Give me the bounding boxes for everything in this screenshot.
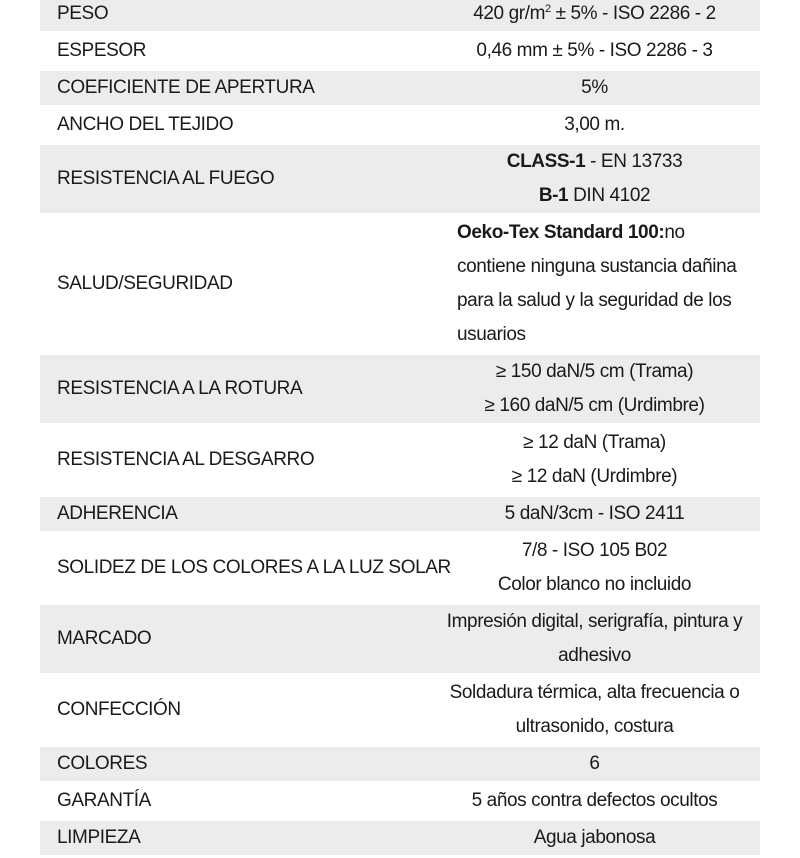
- spec-value: [435, 604, 760, 675]
- spec-label: RESISTENCIA AL DESGARRO: [40, 425, 435, 496]
- spec-row-marcado: [40, 604, 760, 675]
- value-line: 7/8 - ISO 105 B02: [521, 540, 668, 561]
- spec-value: 3,00 m.: [435, 107, 760, 144]
- value-text: DIN 4102: [568, 185, 651, 206]
- value-text: - EN 13733: [585, 151, 683, 172]
- value-paragraph: [457, 216, 754, 352]
- spec-table: [40, 0, 760, 858]
- spec-value: [435, 425, 760, 496]
- spec-value: 6: [435, 746, 760, 783]
- spec-label: LIMPIEZA: [40, 820, 435, 857]
- spec-value: [435, 0, 760, 33]
- spec-label: RESISTENCIA A LA ROTURA: [40, 354, 435, 425]
- value-superscript: 2: [545, 3, 551, 15]
- spec-row-espesor: [40, 33, 760, 70]
- spec-label: GARANTÍA: [40, 783, 435, 820]
- value-text: no contiene ninguna sustancia dañina para la salud y la seguridad de los usuarios: [457, 222, 737, 345]
- value-text: ± 5% - ISO 2286 - 2: [550, 3, 716, 24]
- value-line: ≥ 12 daN (Urdimbre): [511, 466, 678, 487]
- value-line: Color blanco no incluido: [497, 574, 692, 595]
- spec-row-coeficiente-apertura: [40, 70, 760, 107]
- spec-row-resistencia-rotura: [40, 354, 760, 425]
- spec-value: [435, 144, 760, 215]
- spec-row-confeccion: [40, 675, 760, 746]
- value-line: ≥ 150 daN/5 cm (Trama): [495, 361, 694, 382]
- spec-label: ANCHO DEL TEJIDO: [40, 107, 435, 144]
- spec-label: COEFICIENTE DE APERTURA: [40, 70, 435, 107]
- spec-label: ESPESOR: [40, 33, 435, 70]
- spec-label: CONFECCIÓN: [40, 675, 435, 746]
- spec-value: [435, 533, 760, 604]
- value-line: ≥ 12 daN (Trama): [523, 432, 666, 453]
- value-line: Impresión digital, serigrafía, pintura y: [446, 611, 743, 632]
- value-bold: CLASS-1: [506, 151, 586, 172]
- spec-value: 5 daN/3cm - ISO 2411: [435, 496, 760, 533]
- spec-label: SALUD/SEGURIDAD: [40, 215, 435, 354]
- value-bold: B-1: [538, 185, 569, 206]
- spec-value: [435, 354, 760, 425]
- spec-value: 5 años contra defectos ocultos: [435, 783, 760, 820]
- spec-value: Agua jabonosa: [435, 820, 760, 857]
- value-line: Soldadura térmica, alta frecuencia o: [449, 682, 740, 703]
- value-bold: Oeko-Tex Standard 100:: [457, 222, 665, 243]
- spec-row-adherencia: [40, 496, 760, 533]
- spec-row-colores: [40, 746, 760, 783]
- spec-row-ancho-tejido: [40, 107, 760, 144]
- value-line: ≥ 160 daN/5 cm (Urdimbre): [484, 395, 705, 416]
- value-text: 420 gr/m: [473, 3, 545, 24]
- spec-label: COLORES: [40, 746, 435, 783]
- spec-row-salud-seguridad: [40, 215, 760, 354]
- value-line: [435, 145, 754, 179]
- spec-value: 0,46 mm ± 5% - ISO 2286 - 3: [435, 33, 760, 70]
- value-line: adhesivo: [558, 645, 631, 666]
- spec-label: MARCADO: [40, 604, 435, 675]
- spec-value: [435, 675, 760, 746]
- spec-label: SOLIDEZ DE LOS COLORES A LA LUZ SOLAR: [40, 533, 435, 604]
- value-line: ultrasonido, costura: [515, 716, 674, 737]
- spec-row-resistencia-desgarro: [40, 425, 760, 496]
- spec-row-resistencia-fuego: [40, 144, 760, 215]
- spec-value: 5%: [435, 70, 760, 107]
- spec-row-solidez-colores: [40, 533, 760, 604]
- spec-row-garantia: [40, 783, 760, 820]
- spec-label: ADHERENCIA: [40, 496, 435, 533]
- spec-row-peso: [40, 0, 760, 33]
- spec-label: RESISTENCIA AL FUEGO: [40, 144, 435, 215]
- spec-label: PESO: [40, 0, 435, 33]
- spec-value: [435, 215, 760, 354]
- value-line: [435, 179, 754, 213]
- spec-row-limpieza: [40, 820, 760, 857]
